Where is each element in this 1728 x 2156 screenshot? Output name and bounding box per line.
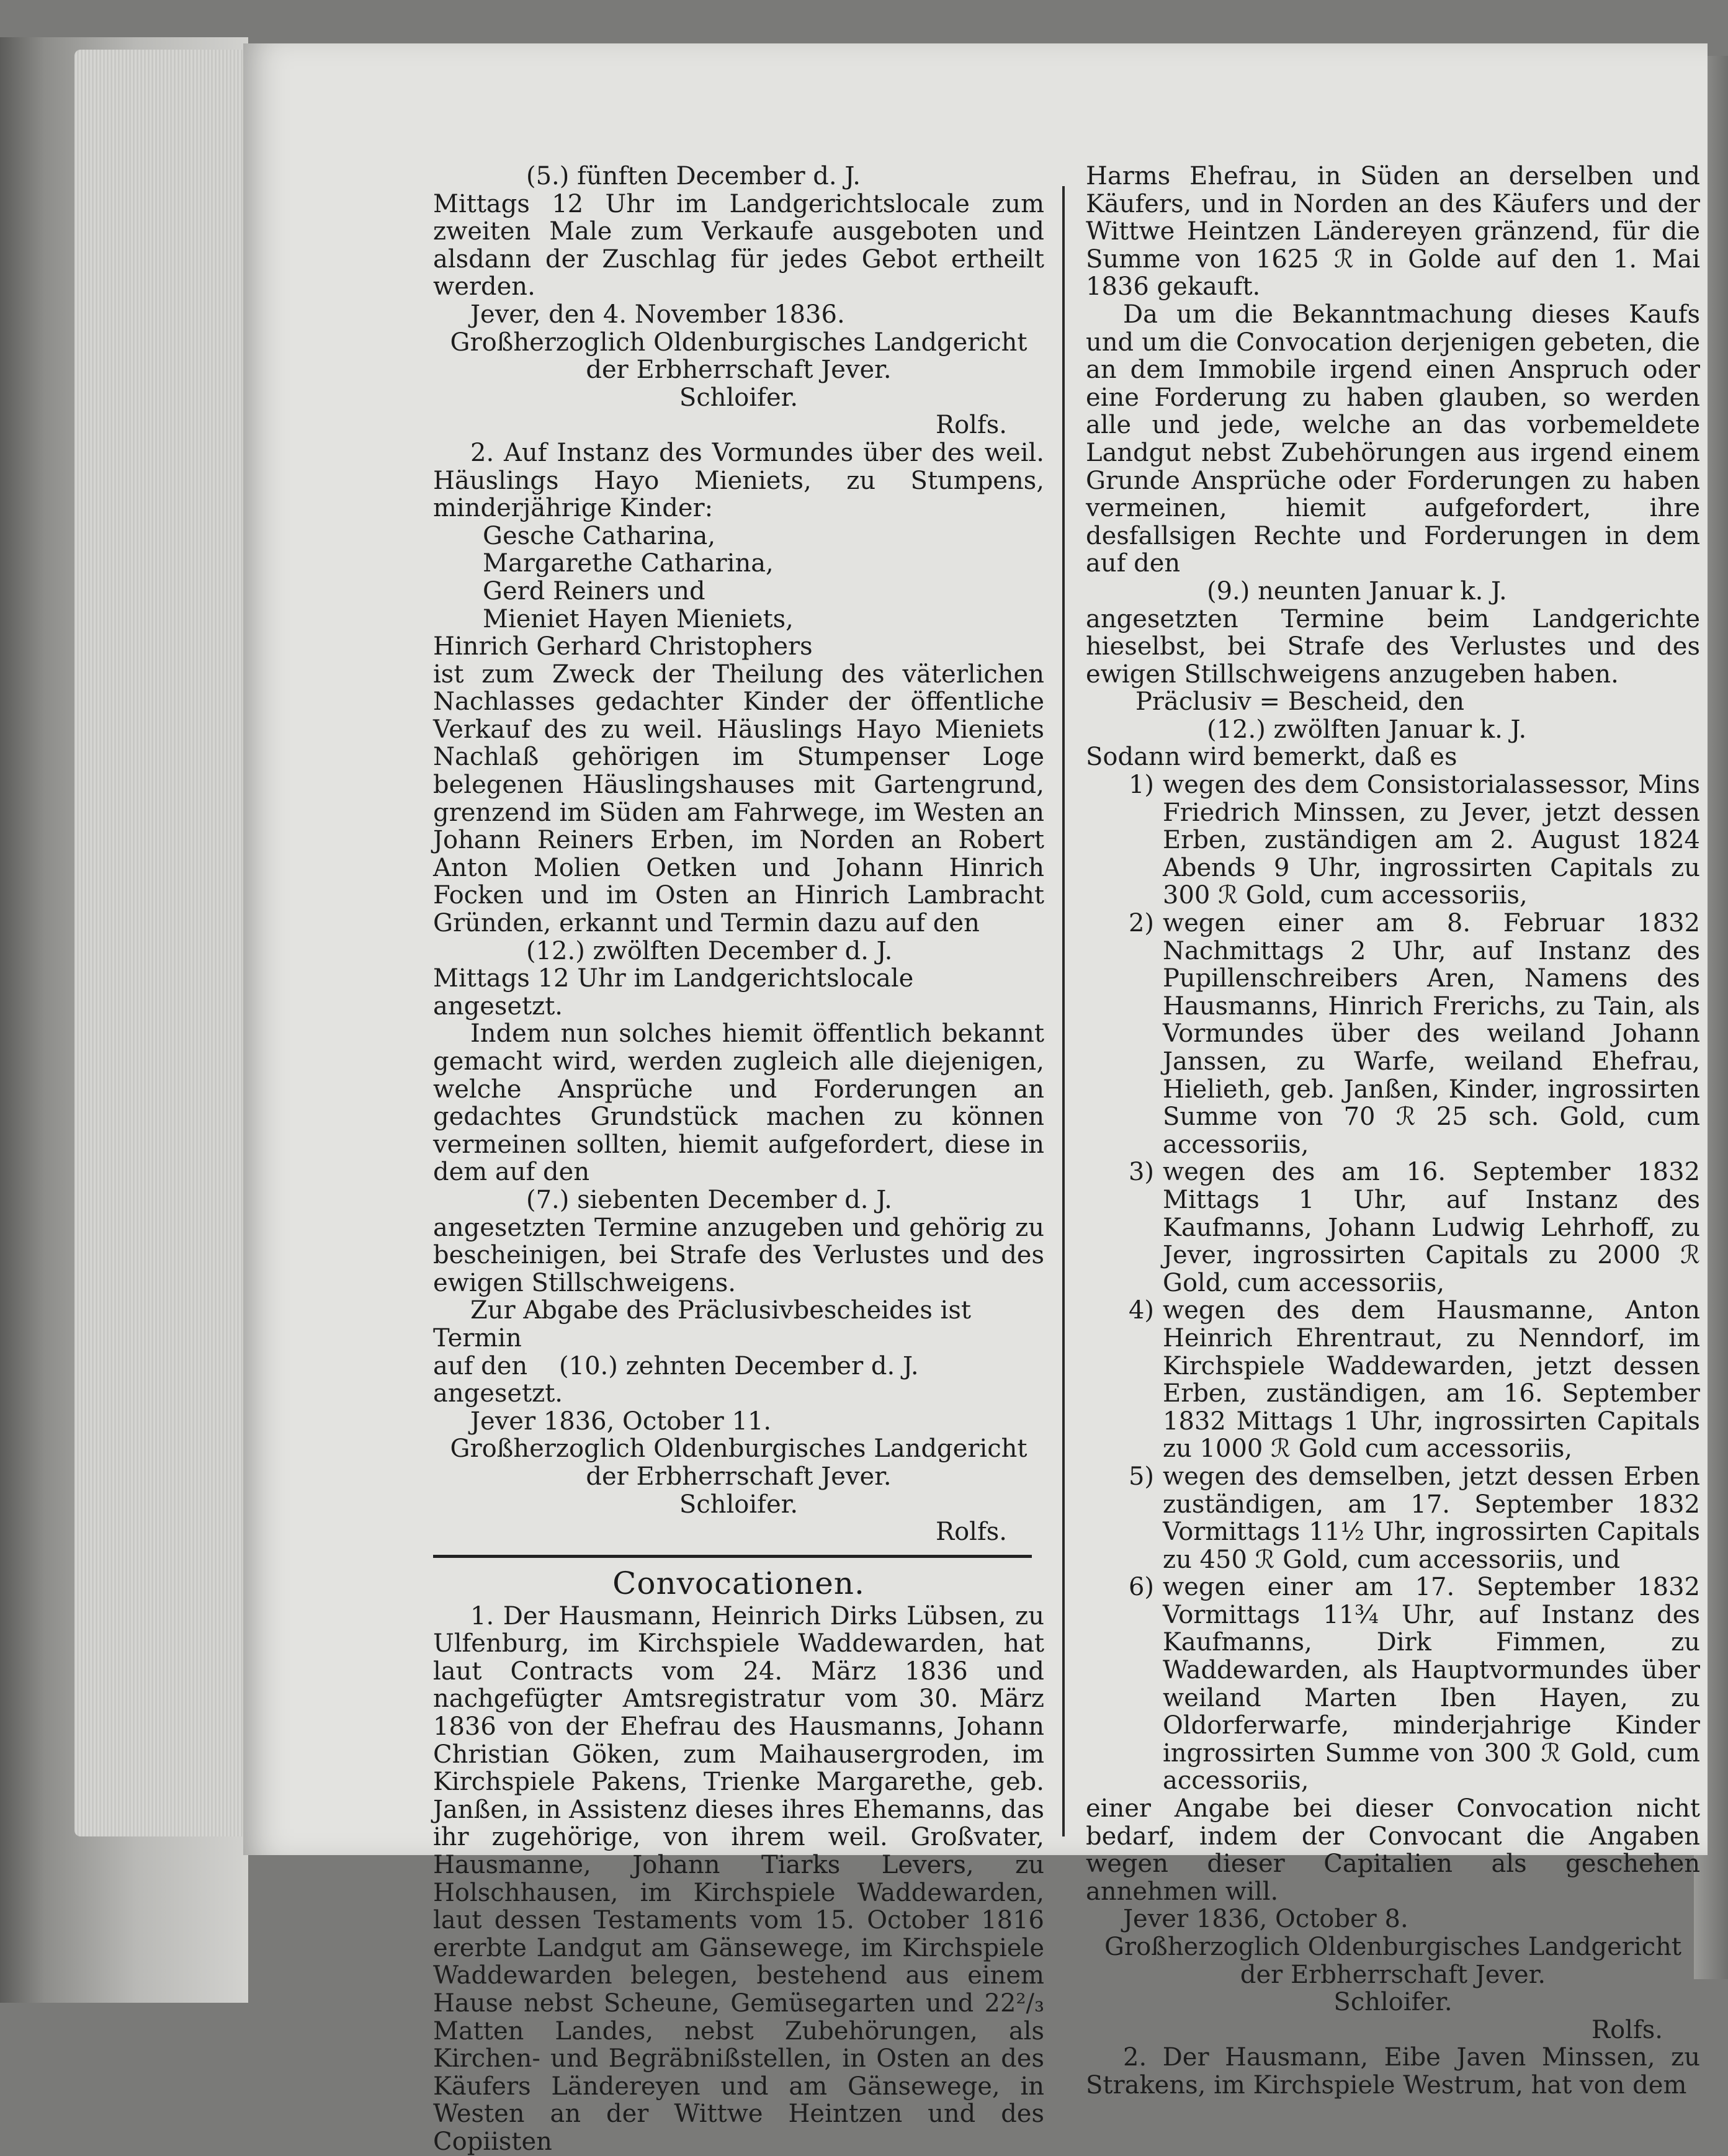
top-text: Mittags 12 Uhr im Landgerichtslocale zum zweiten Male zum Verkaufe ausgeboten und alsdann der Zuschlag für jedes Gebot ertheilt werden.: [433, 189, 1044, 302]
list-item-number: 5): [1128, 1462, 1154, 1491]
convocation-para-3: angesetzten Termine beim Landgerichte hieselbst, bei Strafe des Verlustes und des ewigen Stillschweigens anzugeben haben.: [1086, 604, 1700, 689]
top-date: (5.) fünften December d. J.: [526, 162, 861, 190]
notice-2-para-3: angesetzten Termine anzugeben und gehörig zu bescheinigen, bei Strafe des Verlustes und des ewigen Stillschweigens.: [433, 1213, 1044, 1297]
praeclusiv-line: Präclusiv = Bescheid, den: [1135, 687, 1464, 717]
list-item-number: 1): [1128, 771, 1154, 800]
list-item: [1086, 1573, 1700, 1795]
child-3: Gerd Reiners und: [483, 576, 705, 606]
signer-1: Schloifer.: [679, 383, 799, 412]
list-item-number: 4): [1128, 1296, 1154, 1325]
convocation-1-text: 1. Der Hausmann, Heinrich Dirks Lübsen, zu Ulfenburg, im Kirchspiele Waddewarden, hat laut Contracts vom 24. März 1836 und nachgefügter Amtsregistratur vom 30. März 1836 von der Ehefrau des Hausmanns, Johann Christian Göken, zum Maihausergroden, im Kirchspiele Pakens, Trienke Margarethe, geb. Janßen, in Assistenz dieses ihres Ehemanns, das ihr zugehörige, von ihrem weil. Großvater, Hausmanne, Johann Tiarks Levers, zu Holschhausen, im Kirchspiele Waddewarden, laut dessen Testaments vom 15. October 1816 ererbte Landgut am Gänsewege, im Kirchspiele Waddewarden belegen, bestehend aus einem Hause nebst Scheune, Gemüsegarten und 22²/₃ Matten Landes, nebst Zubehörungen, als Kirchen- und Begräbnißstellen, in Osten an des Käufers Ländereyen und am Gänsewege, in Westen an der Wittwe Heintzen und des Copiisten: [433, 1601, 1044, 2156]
notice-2-intro: 2. Auf Instanz des Vormundes über des weil. Häuslings Hayo Mieniets, zu Stumpens, minderjährige Kinder:: [433, 438, 1044, 523]
notice-2-para-4-date: (10.) zehnten December d. J.: [559, 1351, 919, 1380]
list-item-text: wegen des demselben, jetzt dessen Erben zuständigen, am 17. September 1832 Vormittags 11½ Uhr, ingrossirten Capitals zu 450 ℛ Gold, cum accessoriis, und: [1163, 1462, 1700, 1574]
signer-2: Rolfs.: [935, 411, 1007, 440]
column-divider: [1062, 186, 1065, 1836]
notice-2-para-2: Indem nun solches hiemit öffentlich bekannt gemacht wird, werden zugleich alle diejenigen, welche Ansprüche und Forderungen an gedachtes Grundstück machen zu können vermeinen sollten, hiemit aufgefordert, diese in dem auf den: [433, 1019, 1044, 1187]
child-4: Mieniet Hayen Mieniets,: [483, 604, 794, 633]
right-column: [1086, 163, 1700, 2100]
list-item: [1086, 771, 1700, 910]
guardian-name: Hinrich Gerhard Christophers: [433, 632, 813, 661]
top-place-date: Jever, den 4. November 1836.: [470, 300, 845, 329]
list-item-text: wegen einer am 17. September 1832 Vormittags 11¾ Uhr, auf Instanz des Kaufmanns, Dirk Fimmen, zu Waddewarden, als Hauptvormundes über weiland Marten Iben Hayen, zu Oldorferwarfe, minderjahrige Kinder ingrossirten Summe von 300 ℛ Gold, cum accessoriis,: [1163, 1573, 1700, 1796]
list-item: [1086, 1297, 1700, 1463]
list-item-number: 6): [1128, 1573, 1154, 1602]
right-court-line-1: Großherzoglich Oldenburgisches Landgericht: [1104, 1933, 1681, 1961]
continuation-text: Harms Ehefrau, in Süden an derselben und Käufers, und in Norden an des Käufers und der Wittwe Heintzen Ländereyen gränzend, für die Summe von 1625 ℛ in Golde auf den 1. Mai 1836 gekauft.: [1086, 162, 1700, 302]
notice-2-para-4b-text: auf den: [433, 1351, 528, 1380]
list-item-text: wegen des dem Consistorialassessor, Mins Friedrich Minssen, zu Jever, jetzt dessen Erben, zuständigen am 2. August 1824 Abends 9 Uhr, ingrossirten Capitals zu 300 ℛ Gold, cum accessoriis,: [1163, 771, 1700, 910]
closing-text: einer Angabe bei dieser Convocation nicht bedarf, indem der Convocant die Angaben wegen dieser Capitalien als geschehen annehmen will.: [1086, 1794, 1700, 1906]
child-1: Gesche Catharina,: [483, 521, 716, 550]
notice-2-time: Mittags 12 Uhr im Landgerichtslocale angesetzt.: [433, 964, 914, 1021]
list-item: [1086, 910, 1700, 1158]
court-line-2: der Erbherrschaft Jever.: [586, 356, 892, 385]
right-place-date: Jever 1836, October 8.: [1123, 1905, 1408, 1934]
notice-2-body: ist zum Zweck der Theilung des väterlichen Nachlasses gedachter Kinder der öffentliche Verkauf des zu weil. Häuslings Hayo Mieniets Nachlaß gehörigen im Stumpenser Loge belegenen Häuslingshauses mit Gartengrund, grenzend im Süden am Fahrwege, im Westen an Johann Reiners Erben, im Norden an Robert Anton Molien Oetken und Johann Hinrich Focken und im Osten an Hinrich Lambracht Gründen, erkannt und Termin dazu auf den: [433, 660, 1044, 938]
convocation-2-text: 2. Der Hausmann, Eibe Javen Minssen, zu Strakens, im Kirchspiele Westrum, hat von dem: [1086, 2043, 1700, 2100]
court-2-line-2: der Erbherrschaft Jever.: [586, 1462, 892, 1491]
notice-2-date: (12.) zwölften December d. J.: [526, 936, 893, 965]
list-item-number: 2): [1128, 909, 1154, 938]
list-item: [1086, 1158, 1700, 1297]
list-item-text: wegen einer am 8. Februar 1832 Nachmittags 2 Uhr, auf Instanz des Pupillenschreibers Aren, Namens des Hausmanns, Hinrich Frerichs, zu Tain, als Vormundes über des weiland Johann Janssen, zu Warfe, weiland Ehefrau, Hielieth, geb. Janßen, Kinder, ingrossirten Summe von 70 ℛ 25 sch. Gold, cum accessoriis,: [1163, 909, 1700, 1159]
right-court-line-2: der Erbherrschaft Jever.: [1240, 1960, 1546, 1989]
page-stack-edges: [74, 50, 254, 1836]
term-date-1: (9.) neunten Januar k. J.: [1207, 576, 1507, 606]
notice-2-para-4b: [433, 1353, 1044, 1380]
list-item: [1086, 1463, 1700, 1573]
term-date-2: (12.) zwölften Januar k. J.: [1207, 715, 1527, 744]
court-2-line-1: Großherzoglich Oldenburgisches Landgericht: [450, 1434, 1027, 1464]
notice-2-date-2: (7.) siebenten December d. J.: [526, 1185, 892, 1214]
notice-2-para-4a: Zur Abgabe des Präclusivbescheides ist Termin: [433, 1296, 971, 1353]
convocation-para-2: Da um die Bekanntmachung dieses Kaufs und um die Convocation derjenigen gebeten, die an dem Immobile irgend einen Anspruch oder eine Forderung zu haben glauben, so werden alle und jede, welche an das vorbemeldete Landgut nebst Zubehörungen aus irgend einem Grunde Ansprüche oder Forderungen zu haben vermeinen, hiemit aufgefordert, ihre desfallsigen Rechte und Forderungen in dem auf den: [1086, 300, 1700, 578]
list-item-text: wegen des am 16. September 1832 Mittags 1 Uhr, auf Instanz des Kaufmanns, Johann Ludwig Lehrhoff, zu Jever, ingrossirten Capitals zu 2000 ℛ Gold, cum accessoriis,: [1163, 1158, 1700, 1297]
sodann-line: Sodann wird bemerkt, daß es: [1086, 743, 1457, 772]
signer-4: Rolfs.: [935, 1518, 1007, 1547]
right-signer-1: Schloifer.: [1333, 1988, 1453, 2017]
child-2: Margarethe Catharina,: [483, 549, 774, 578]
right-signer-2: Rolfs.: [1591, 2015, 1663, 2044]
notice-2-para-4c: angesetzt.: [433, 1379, 563, 1408]
section-heading: Convocationen.: [612, 1565, 865, 1601]
list-item-number: 3): [1128, 1158, 1154, 1187]
bleed-through-shadow: [1018, 93, 1439, 130]
signer-3: Schloifer.: [679, 1490, 799, 1519]
left-column: [433, 163, 1044, 2156]
list-item-text: wegen des dem Hausmanne, Anton Heinrich Ehrentraut, zu Nenndorf, im Kirchspiele Waddewarden, jetzt dessen Erben, zuständigen, am 16. September 1832 Mittags 1 Uhr, ingrossirten Capitals zu 1000 ℛ Gold cum accessoriis,: [1163, 1296, 1700, 1464]
court-line-1: Großherzoglich Oldenburgisches Landgericht: [450, 328, 1027, 357]
section-rule: [433, 1555, 1032, 1558]
notice-2-place-date: Jever 1836, October 11.: [470, 1407, 772, 1436]
